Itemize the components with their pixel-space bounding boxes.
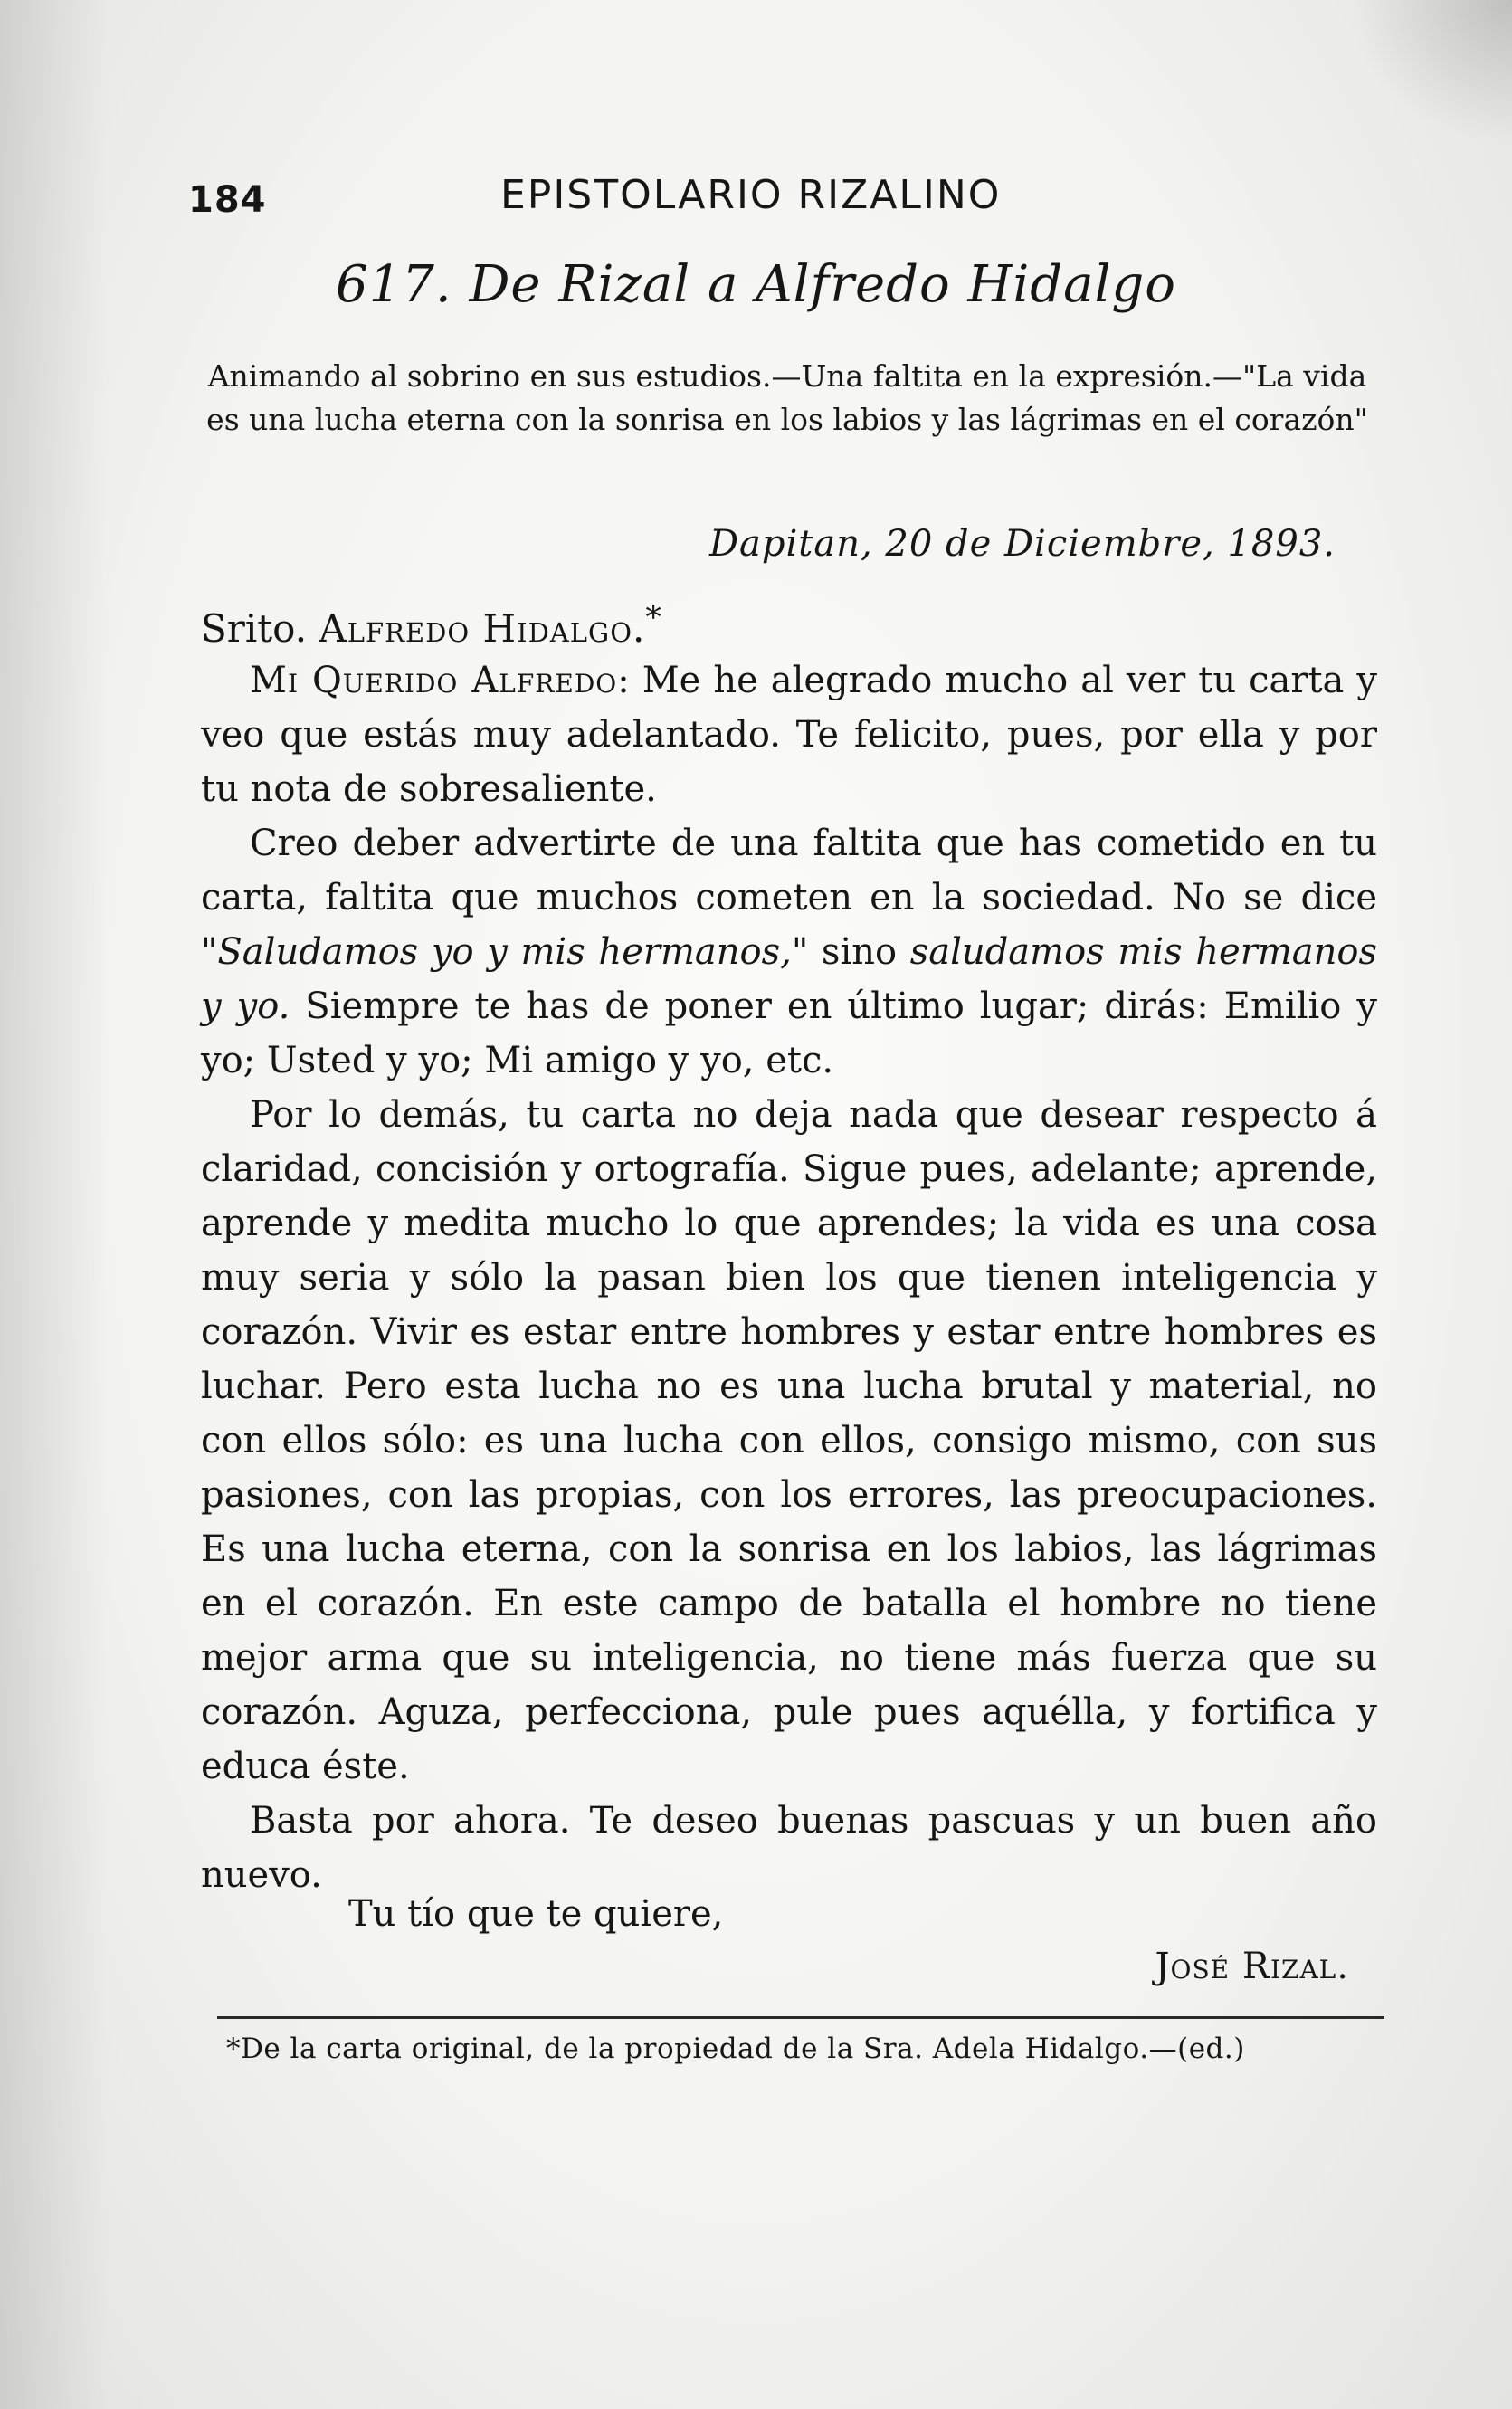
- paragraph-2-text-a: Creo deber advertirte de una faltita que has cometido en tu carta, faltita que muchos cometen en la sociedad. No se dice: [201, 823, 1377, 919]
- correct-example: saludamos mis hermanos y yo.: [201, 931, 1377, 1027]
- page-header: [188, 172, 1319, 235]
- paragraph-1-text: : Me he alegrado mucho al ver tu carta y veo que estás muy adelantado. Te felicito, pues, por ella y por tu nota de sobresaliente.: [201, 660, 1377, 810]
- incorrect-example: "Saludamos yo y mis hermanos,": [201, 931, 809, 973]
- letter-summary: Animando al sobrino en sus estudios.—Una faltita en la expresión.—"La vida es una lucha eterna con la sonrisa en los labios y las lágrimas en el corazón": [206, 358, 1368, 437]
- signature: José Rizal.: [1155, 1946, 1349, 1987]
- addressee-prefix: Srito.: [201, 606, 308, 651]
- page-number: 184: [188, 179, 267, 221]
- letter-title: 617. De Rizal a Alfredo Hidalgo: [336, 255, 1176, 314]
- letter-body: [201, 653, 1377, 1902]
- letter-closing: Tu tío que te quiere,: [348, 1893, 724, 1935]
- letter-dateline: Dapitan, 20 de Diciembre, 1893.: [708, 523, 1336, 565]
- footnote-marker: *: [645, 600, 661, 636]
- paragraph-2-text-c: Siempre te has de poner en último lugar; dirás: Emilio y yo; Usted y yo; Mi amigo y yo, etc.: [201, 986, 1377, 1081]
- paragraph-1: [201, 653, 1377, 816]
- paragraph-3: Por lo demás, tu carta no deja nada que desear respecto á claridad, concisión y ortografía. Sigue pues, adelante; aprende, aprende y medita mucho lo que aprendes; la vida es una cosa muy seria y sólo la pasan bien los que tienen inteligencia y corazón. Vivir es estar entre hombres y estar entre hombres es luchar. Pero esta lucha no es una lucha brutal y material, no con ellos sólo: es una lucha con ellos, consigo mismo, con sus pasiones, con las propias, con los errores, las preocupaciones. Es una lucha eterna, con la sonrisa en los labios, las lágrimas en el corazón. En este campo de batalla el hombre no tiene mejor arma que su inteligencia, no tiene más fuerza que su corazón. Aguza, perfecciona, pule pues aquélla, y fortifica y educa éste.: [201, 1094, 1377, 1787]
- salutation: Mi Querido Alfredo: [250, 660, 618, 701]
- paragraph-2: [201, 816, 1377, 1088]
- paragraph-2-text-b: sino: [808, 931, 910, 973]
- running-title: EPISTOLARIO RIZALINO: [500, 172, 1002, 218]
- addressee-name: Alfredo Hidalgo.: [319, 606, 646, 651]
- footnote-divider: [217, 2016, 1384, 2019]
- addressee: [201, 600, 661, 651]
- footnote: *De la carta original, de la propiedad de la Sra. Adela Hidalgo.—(ed.): [226, 2033, 1245, 2065]
- paragraph-4: Basta por ahora. Te deseo buenas pascuas y un buen año nuevo.: [201, 1800, 1377, 1896]
- page-corner-shadow: [1349, 0, 1512, 145]
- page-shadow: [0, 0, 109, 2409]
